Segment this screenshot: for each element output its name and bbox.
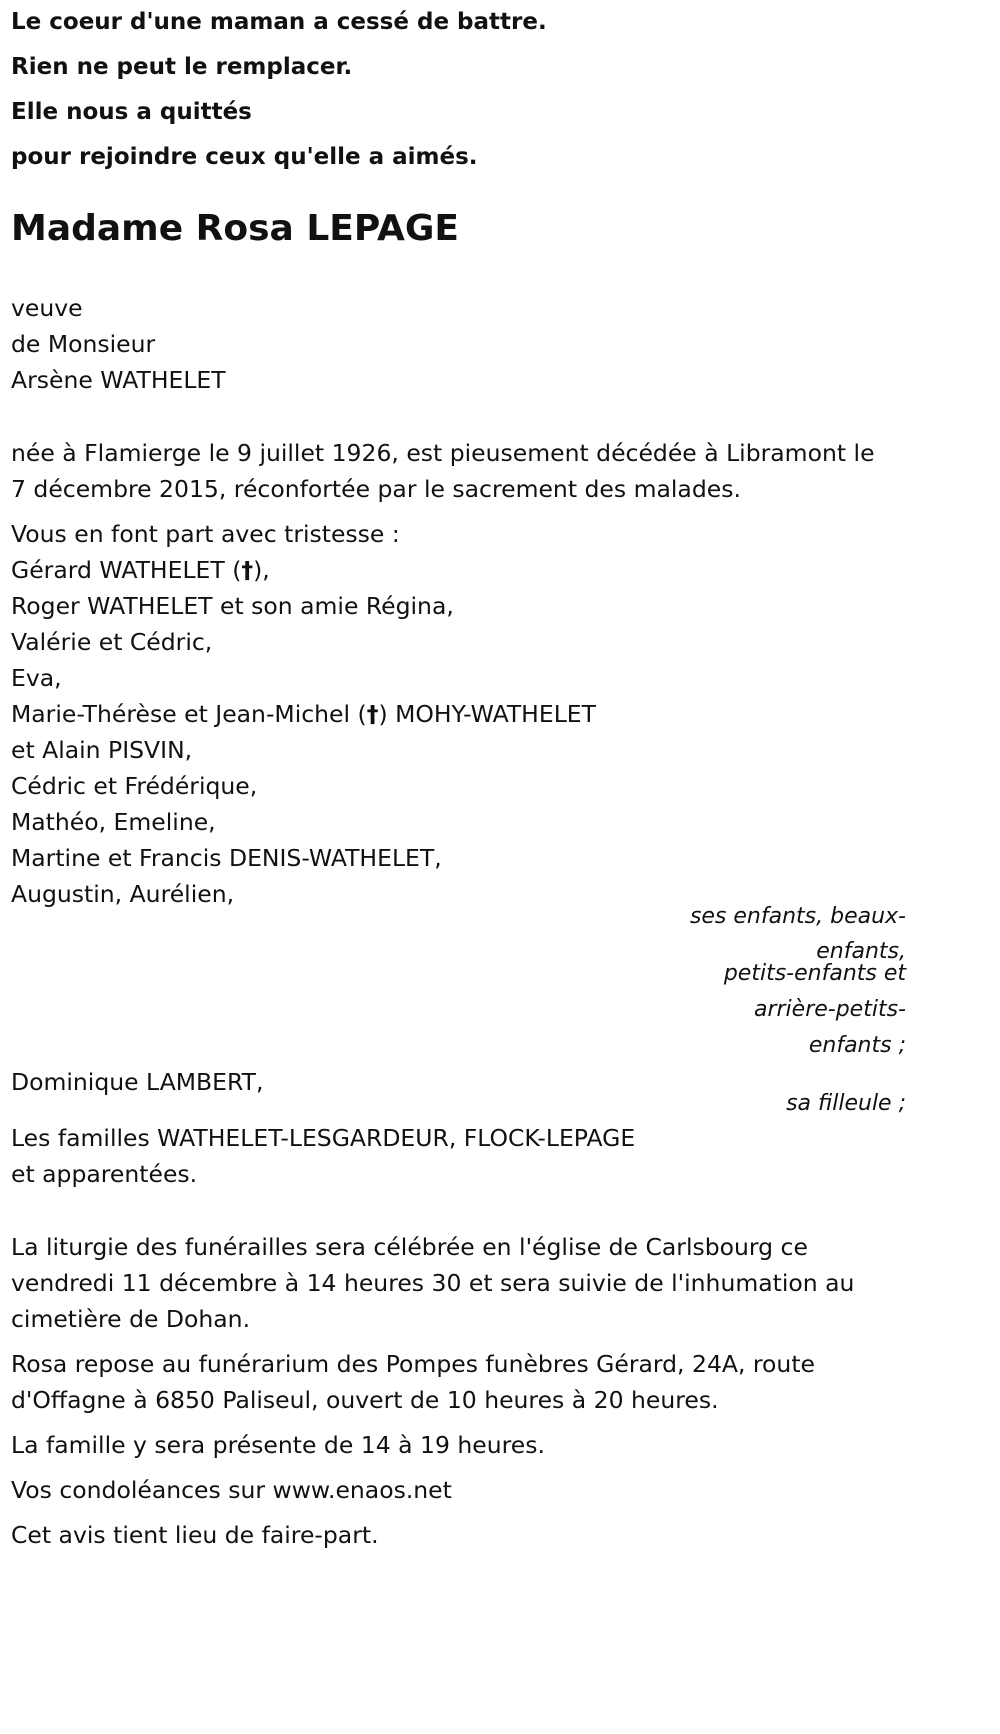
- announcement: Vous en font part avec tristesse :: [11, 520, 400, 548]
- goddaughter-name: Dominique LAMBERT,: [11, 1068, 264, 1096]
- condolences-line: Vos condoléances sur www.enaos.net: [11, 1476, 452, 1504]
- spouse-line-1: veuve: [11, 294, 83, 322]
- family-line-7: Cédric et Frédérique,: [11, 772, 258, 800]
- intro-line-3: Elle nous a quittés: [11, 99, 252, 125]
- families-line-1: Les familles WATHELET-LESGARDEUR, FLOCK-LEPAGE: [11, 1124, 636, 1152]
- intro-line-1: Le coeur d'une maman a cessé de battre.: [11, 9, 547, 35]
- notice-line: Cet avis tient lieu de faire-part.: [11, 1521, 379, 1549]
- family-line-6: et Alain PISVIN,: [11, 736, 193, 764]
- relation-line-2: enfants,: [816, 939, 906, 964]
- intro-line-2: Rien ne peut le remplacer.: [11, 54, 353, 80]
- relation-line-5: enfants ;: [808, 1033, 906, 1058]
- cross-symbol: †: [241, 556, 254, 584]
- family-line-5: Marie-Thérèse et Jean-Michel (†) MOHY-WATHELET: [11, 700, 596, 728]
- funeral-line-3: cimetière de Dohan.: [11, 1305, 251, 1333]
- family-line-9: Martine et Francis DENIS-WATHELET,: [11, 844, 442, 872]
- cross-symbol: †: [366, 700, 379, 728]
- repose-line-2: d'Offagne à 6850 Paliseul, ouvert de 10 heures à 20 heures.: [11, 1386, 719, 1414]
- family-line-2: Roger WATHELET et son amie Régina,: [11, 592, 454, 620]
- birth-death-line-1: née à Flamierge le 9 juillet 1926, est pieusement décédée à Libramont le: [11, 439, 875, 467]
- repose-line-1: Rosa repose au funérarium des Pompes funèbres Gérard, 24A, route: [11, 1350, 816, 1378]
- funeral-line-1: La liturgie des funérailles sera célébrée en l'église de Carlsbourg ce: [11, 1233, 808, 1261]
- family-line-8: Mathéo, Emeline,: [11, 808, 216, 836]
- presence-line: La famille y sera présente de 14 à 19 heures.: [11, 1431, 545, 1459]
- goddaughter-relation: sa filleule ;: [786, 1091, 906, 1116]
- spouse-line-2: de Monsieur: [11, 330, 156, 358]
- funeral-line-2: vendredi 11 décembre à 14 heures 30 et sera suivie de l'inhumation au: [11, 1269, 855, 1297]
- family-line-10: Augustin, Aurélien,: [11, 880, 235, 908]
- family-line-1: Gérard WATHELET (†),: [11, 556, 270, 584]
- deceased-name: Madame Rosa LEPAGE: [11, 208, 459, 249]
- intro-line-4: pour rejoindre ceux qu'elle a aimés.: [11, 144, 478, 170]
- relation-line-1: ses enfants, beaux-: [689, 904, 906, 929]
- family-line-3: Valérie et Cédric,: [11, 628, 213, 656]
- relation-line-4: arrière-petits-: [753, 997, 906, 1022]
- spouse-line-3: Arsène WATHELET: [11, 366, 226, 394]
- relation-line-3: petits-enfants et: [723, 961, 906, 986]
- family-line-4: Eva,: [11, 664, 62, 692]
- birth-death-line-2: 7 décembre 2015, réconfortée par le sacrement des malades.: [11, 475, 741, 503]
- families-line-2: et apparentées.: [11, 1160, 198, 1188]
